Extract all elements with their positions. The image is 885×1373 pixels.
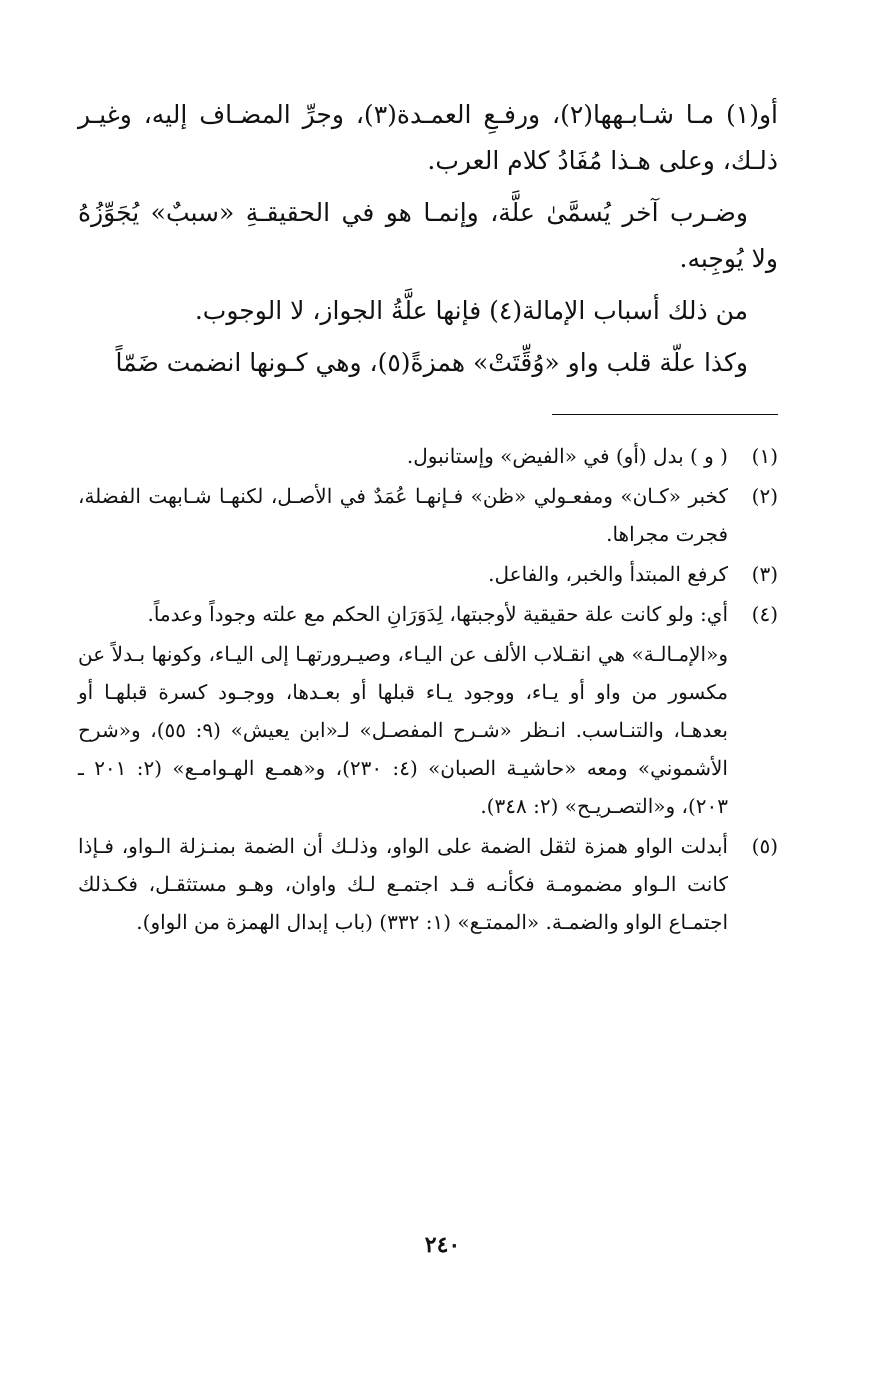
footnote-text [78, 477, 728, 553]
footnote-4 [78, 595, 778, 825]
footnote-text [78, 827, 728, 941]
footnote-3 [78, 555, 778, 593]
footnote-paragraph: ( و ) بدل (أو) في «الفيض» وإستانبول. [406, 444, 728, 468]
footnote-number: (٤) [751, 602, 778, 626]
main-paragraph-2: وضـرب آخر يُسمَّىٰ علَّة، وإنمـا هو في الحقيقـةِ «سببٌ» يُجَوِّزُهُ ولا يُوجِبه. [78, 198, 778, 273]
footnote-paragraph: أبدلت الواو همزة لثقل الضمة على الواو، وذلـك أن الضمة بمنـزلة الـواو، فـإذا كانت الـواو مضمومـة فكأنـه قـد اجتمـع لـك واوان، وهـو مستثقـل، فكـذلك اجتمـاع الواو والضمـة. «الممتـع» (١: ٣٣٢) (باب إبدال الهمزة من الواو). [78, 834, 728, 934]
footnote-paragraph: كرفع المبتدأ والخبر، والفاعل. [488, 562, 728, 586]
footnote-separator [552, 414, 778, 415]
main-text [78, 92, 778, 386]
page-number: ٢٤٠ [424, 1232, 461, 1258]
footnote-text [78, 595, 728, 825]
footnote-number: (٣) [751, 562, 778, 586]
footnote-number: (٢) [751, 484, 778, 508]
footnote-paragraph: أي: ولو كانت علة حقيقية لأوجبتها، لِدَوَرَانِ الحكم مع علته وجوداً وعدماً. [147, 602, 728, 626]
main-paragraph-4: وكذا علّة قلب واو «وُقِّتَتْ» همزةً(٥)، وهي كـونها انضمت ضَمّاً [115, 348, 748, 377]
footnotes [78, 437, 778, 941]
page [78, 92, 778, 943]
footnote-2 [78, 477, 778, 553]
footnote-5 [78, 827, 778, 941]
footnote-1 [78, 437, 778, 475]
footnote-number: (١) [751, 444, 778, 468]
footnote-text [78, 437, 728, 475]
main-paragraph-3: من ذلك أسباب الإمالة(٤) فإنها علَّةُ الجواز، لا الوجوب. [194, 296, 748, 325]
footnote-paragraph: و«الإمـالـة» هي انقـلاب الألف عن اليـاء، وصيـرورتهـا إلى اليـاء، وكونها بـدلاً عن مكسور من واو أو يـاء، ووجود يـاء قبلها أو بعـدها، ووجـود كسرة قبلهـا أو بعدهـا، والتنـاسب. انـظر «شـرح المفصـل» لـ«ابن يعيش» (٩: ٥٥)، و«شرح الأشموني» ومعه «حاشيـة الصبان» (٤: ٢٣٠)، و«همـع الهـوامـع» (٢: ٢٠١ ـ ٢٠٣)، و«التصـريـح» (٢: ٣٤٨). [78, 642, 728, 818]
footnote-paragraph: كخبر «كـان» ومفعـولي «ظن» فـإنهـا عُمَدٌ في الأصـل، لكنهـا شـابهت الفضلة، فجرت مجراها. [78, 484, 728, 546]
footnote-number: (٥) [751, 834, 778, 858]
main-paragraph-1: أو(١) مـا شـابـهها(٢)، ورفـعِ العمـدة(٣)، وجرِّ المضـاف إليه، وغيـر ذلـك، وعلى هـذا مُفَادُ كلام العرب. [78, 100, 778, 175]
footnote-text [78, 555, 728, 593]
